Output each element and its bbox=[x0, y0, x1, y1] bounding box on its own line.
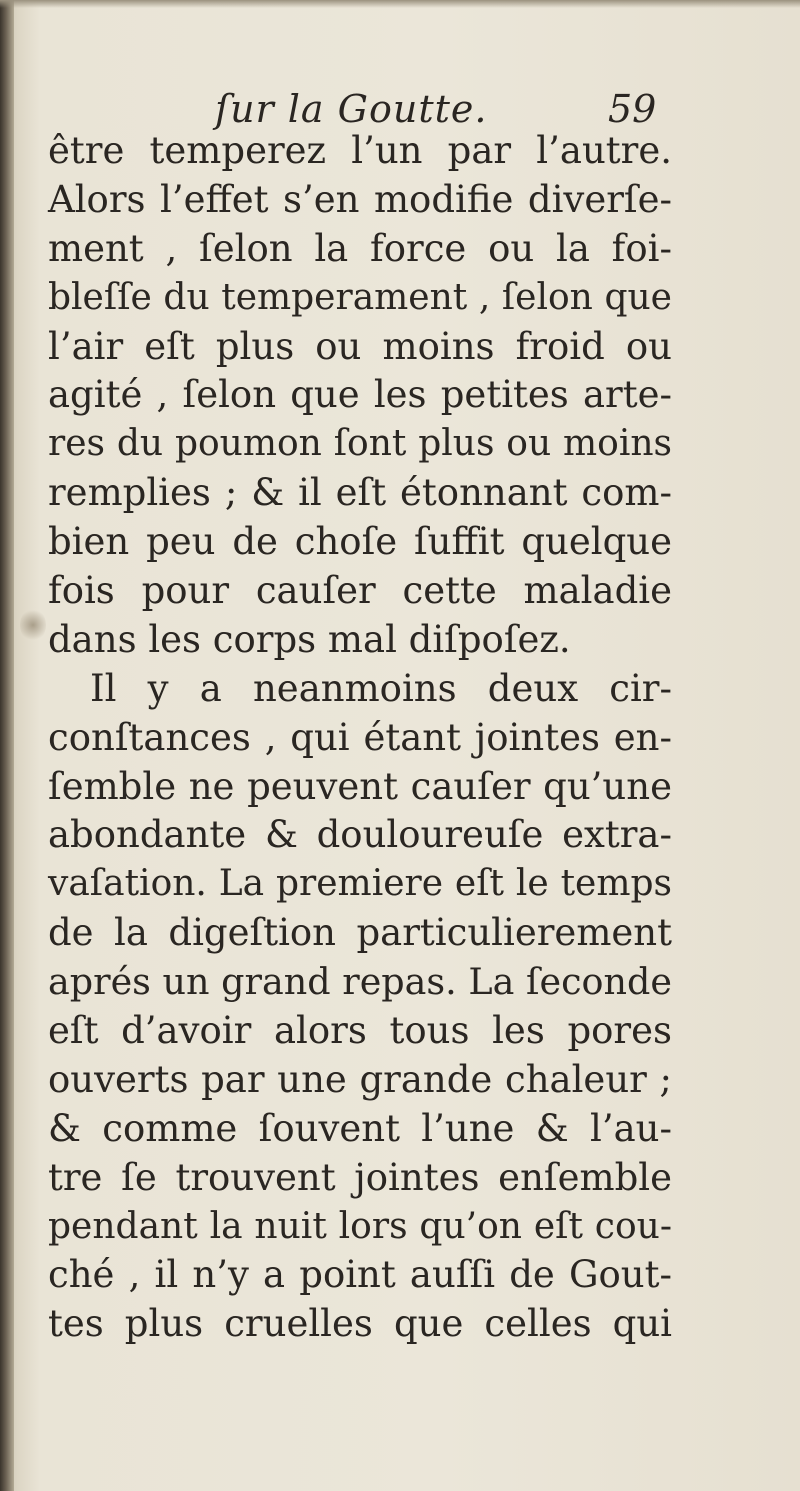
text-line: abondante & douloureuſe extra- bbox=[48, 813, 672, 857]
text-line: tes plus cruelles que celles qui bbox=[48, 1302, 672, 1346]
text-line: ouverts par une grande chaleur ; bbox=[48, 1057, 672, 1101]
text-line: ment , ſelon la force ou la foi- bbox=[48, 226, 672, 270]
text-line: bien peu de choſe ſuffit quelque bbox=[48, 520, 672, 564]
text-line: eſt d’avoir alors tous les pores bbox=[48, 1009, 672, 1053]
text-body bbox=[48, 127, 672, 1349]
text-line: dans les corps mal diſpoſez. bbox=[48, 617, 571, 661]
text-line: être temperez l’un par l’autre. bbox=[48, 129, 672, 172]
text-line: Alors l’effet s’en modifie diverſe- bbox=[48, 177, 672, 221]
text-line: remplies ; & il eſt étonnant com- bbox=[48, 471, 672, 515]
text-line: & comme ſouvent l’une & l’au- bbox=[48, 1106, 672, 1150]
text-line: ché , il n’y a point auſſi de Gout- bbox=[48, 1253, 672, 1297]
text-line: bleſſe du temperament , ſelon que bbox=[48, 276, 672, 318]
page-top-edge bbox=[0, 0, 800, 8]
text-line: pendant la nuit lors qu’on eſt cou- bbox=[48, 1205, 672, 1247]
text-line: vaſation. La premiere eſt le temps bbox=[48, 863, 672, 905]
text-line: agité , ſelon que les petites arte- bbox=[48, 373, 672, 417]
page-number: 59 bbox=[608, 87, 657, 131]
text-line: aprés un grand repas. La ſeconde bbox=[48, 960, 672, 1004]
text-line: de la digeſtion particulierement bbox=[48, 911, 672, 955]
running-head-title: ſur la Goutte. bbox=[215, 87, 488, 131]
text-line: tre ſe trouvent jointes enſemble bbox=[48, 1155, 672, 1199]
text-line: conſtances , qui étant jointes en- bbox=[48, 715, 672, 759]
ink-stain bbox=[20, 608, 46, 642]
text-line: l’air eſt plus ou moins froid ou bbox=[48, 324, 672, 368]
binding-edge bbox=[0, 0, 14, 1491]
text-line: res du poumon ſont plus ou moins bbox=[48, 423, 672, 465]
text-line: Il y a neanmoins deux cir- bbox=[90, 666, 672, 710]
text-line: fois pour cauſer cette maladie bbox=[48, 569, 672, 613]
text-line: ſemble ne peuvent cauſer qu’une bbox=[48, 764, 672, 808]
